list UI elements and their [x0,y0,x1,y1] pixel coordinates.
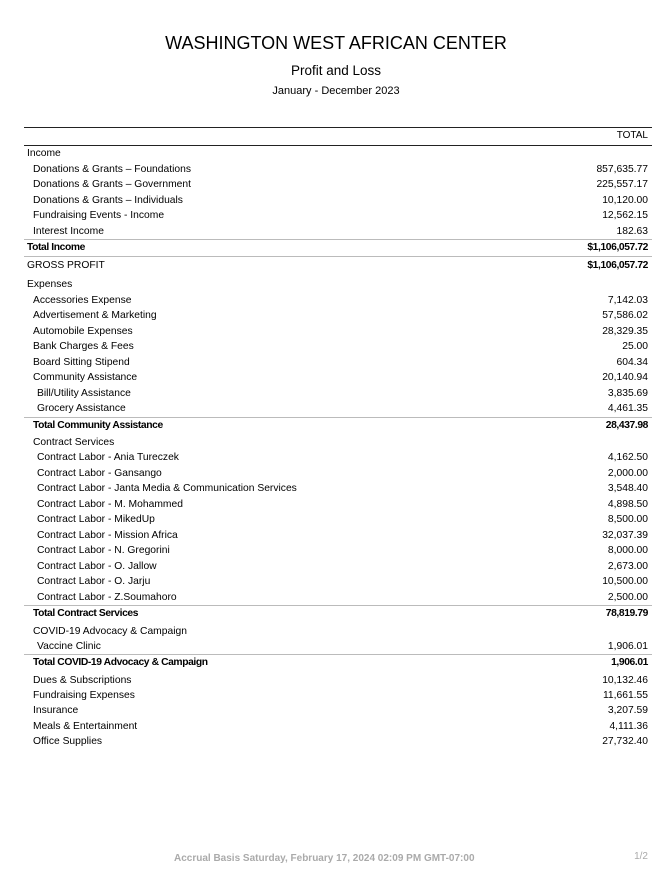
row-amount: 7,142.03 [607,294,648,306]
row-label: Contract Services [33,437,115,448]
table-row [24,370,652,386]
table-row [24,355,652,371]
table-body [24,146,652,750]
report-period: January - December 2023 [272,85,400,97]
row-amount: 57,586.02 [602,310,648,321]
table-total-row [24,654,652,671]
table-row [24,543,652,559]
table-row [24,559,652,575]
table-row [24,208,652,224]
row-label: Contract Labor - MikedUp [37,514,155,525]
row-label: Grocery Assistance [37,403,126,414]
table-row [24,590,652,606]
row-label: Dues & Subscriptions [33,674,132,686]
row-amount: 2,673.00 [607,560,648,572]
row-label: Contract Labor - Z.Soumahoro [37,591,177,603]
section-header-row [24,275,652,293]
row-amount: 10,120.00 [602,194,648,206]
row-label: Contract Labor - N. Gregorini [37,545,170,556]
row-amount: 78,819.79 [605,608,648,619]
row-label: Donations & Grants – Foundations [33,163,191,175]
row-amount: 3,207.59 [607,705,648,716]
row-label: GROSS PROFIT [27,259,105,271]
section-header-row [24,433,652,450]
row-amount: 4,162.50 [607,452,648,463]
row-amount: 28,437.98 [605,419,648,431]
row-amount: 1,906.01 [607,640,648,652]
table-row [24,386,652,402]
table-row [24,293,652,309]
section-header-row [24,622,652,639]
table-row [24,512,652,528]
table-row [24,450,652,466]
row-label: Contract Labor - O. Jallow [37,560,157,572]
row-amount: $1,106,057.72 [587,242,648,253]
table-row [24,528,652,544]
table-row [24,497,652,513]
row-label: Meals & Entertainment [33,720,138,732]
row-label: Contract Labor - M. Mohammed [37,498,183,510]
row-amount: 3,548.40 [607,483,648,494]
column-header-total: TOTAL [616,130,648,141]
table-row [24,224,652,240]
row-amount: 8,000.00 [607,545,648,556]
table-row [24,671,652,688]
table-row [24,401,652,417]
table-row [24,703,652,719]
table-row [24,308,652,324]
row-amount: 857,635.77 [596,163,648,175]
row-label: Accessories Expense [33,294,132,306]
report-footer-basis: Accrual Basis Saturday, February 17, 2024 02:09 PM GMT-07:00 [174,853,475,864]
table-header [24,127,652,146]
row-amount: 2,500.00 [607,591,648,603]
row-amount: 225,557.17 [596,179,648,190]
row-amount: $1,106,057.72 [587,259,648,271]
table-row [24,177,652,193]
table-row [24,639,652,655]
row-label: Board Sitting Stipend [33,356,130,368]
row-label: Total Income [27,242,85,253]
row-amount: 11,661.55 [602,689,648,701]
row-amount: 10,132.46 [602,674,648,686]
row-amount: 28,329.35 [602,325,648,337]
row-label: Community Assistance [33,372,138,383]
row-label: Insurance [33,705,79,716]
table-row [24,339,652,355]
row-label: Bank Charges & Fees [33,341,134,352]
row-label: Contract Labor - Mission Africa [37,529,178,541]
row-amount: 1,906.01 [611,657,648,668]
table-row [24,719,652,735]
report-title: Profit and Loss [290,63,382,78]
row-label: Vaccine Clinic [37,640,101,652]
company-name: WASHINGTON WEST AFRICAN CENTER [165,33,507,53]
row-label: Expenses [27,278,73,290]
row-label: COVID-19 Advocacy & Campaign [33,625,187,637]
row-label: Bill/Utility Assistance [37,387,131,399]
row-amount: 2,000.00 [607,467,648,479]
page-number: 1/2 [634,851,648,862]
row-label: Contract Labor - Ania Tureczek [37,452,179,463]
row-amount: 8,500.00 [607,514,648,525]
table-row [24,193,652,209]
row-amount: 3,835.69 [607,387,648,399]
profit-loss-table [24,127,652,750]
table-row [24,481,652,497]
row-label: Contract Labor - Janta Media & Communication Services [37,483,297,494]
row-label: Contract Labor - O. Jarju [37,576,151,587]
gross-profit-row [24,256,652,275]
row-amount: 12,562.15 [602,210,648,221]
row-label: Fundraising Expenses [33,689,135,701]
section-header-row [24,146,652,162]
row-label: Fundraising Events - Income [33,210,165,221]
row-amount: 604.34 [616,356,648,368]
row-label: Automobile Expenses [33,325,133,337]
row-amount: 10,500.00 [602,576,648,587]
row-amount: 182.63 [616,225,648,237]
row-amount: 4,461.35 [607,403,648,414]
row-amount: 20,140.94 [602,372,648,383]
table-row [24,734,652,750]
table-total-row [24,417,652,434]
table-total-row [24,239,652,256]
row-label: Advertisement & Marketing [33,310,157,321]
table-row [24,324,652,340]
row-label: Donations & Grants – Government [33,179,191,190]
row-amount: 32,037.39 [602,529,648,541]
row-label: Total Community Assistance [33,419,163,431]
row-label: Interest Income [33,225,104,237]
table-row [24,688,652,704]
table-row [24,574,652,590]
table-row [24,466,652,482]
row-label: Contract Labor - Gansango [37,467,162,479]
row-amount: 25.00 [622,341,648,352]
row-label: Donations & Grants – Individuals [33,194,183,206]
row-amount: 4,898.50 [607,498,648,510]
row-amount: 4,111.36 [609,720,648,732]
table-total-row [24,605,652,622]
row-label: Income [27,148,61,159]
row-amount: 27,732.40 [602,736,648,747]
table-row [24,162,652,178]
row-label: Total Contract Services [33,608,139,619]
row-label: Office Supplies [33,736,103,747]
row-label: Total COVID-19 Advocacy & Campaign [33,657,208,668]
